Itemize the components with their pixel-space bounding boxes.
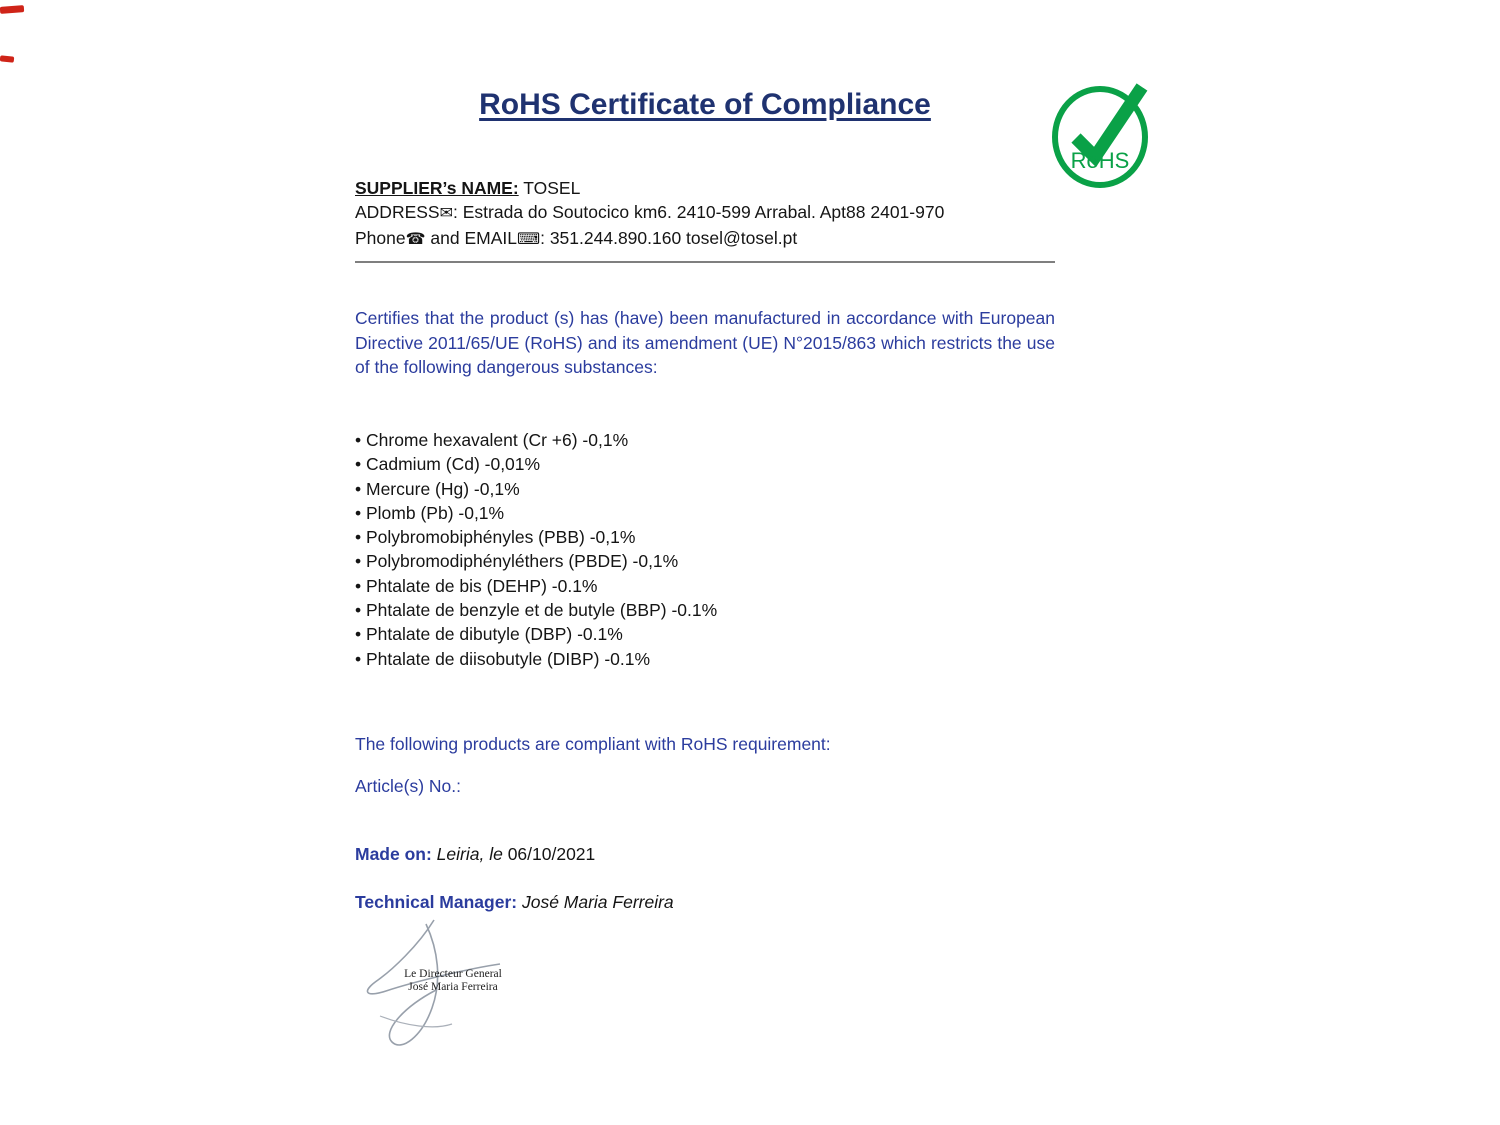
computer-icon: ⌨ <box>517 231 541 248</box>
rohs-logo <box>1050 80 1154 190</box>
technical-manager-line <box>355 892 674 913</box>
made-on-label: Made on: <box>355 844 432 864</box>
compliance-statement: The following products are compliant with RoHS requirement: <box>355 734 831 754</box>
certification-statement: Certifies that the product (s) has (have) been manufactured in accordance with European Directive 2011/65/UE (RoHS) and its amendment (UE) N°2015/863 which restricts the use of the following dangerous substances: <box>355 308 1055 378</box>
substance-item: • Phtalate de benzyle et de butyle (BBP) -0.1% <box>355 598 1055 622</box>
substances-list <box>355 428 1055 671</box>
substance-item: • Chrome hexavalent (Cr +6) -0,1% <box>355 428 1055 452</box>
contact-value: : 351.244.890.160 tosel@tosel.pt <box>540 228 798 248</box>
substance-item: • Polybromobiphényles (PBB) -0,1% <box>355 525 1055 549</box>
substance-item: • Mercure (Hg) -0,1% <box>355 477 1055 501</box>
signature-text <box>388 968 518 994</box>
made-on-place: Leiria, le <box>431 844 508 864</box>
article-number-line: Article(s) No.: <box>355 776 461 796</box>
address-label: ADDRESS <box>355 202 440 222</box>
signature-title: Le Directeur General <box>404 968 502 980</box>
substance-item: • Phtalate de dibutyle (DBP) -0.1% <box>355 622 1055 646</box>
supplier-address-line <box>355 200 1055 226</box>
substance-item: • Polybromodiphényléthers (PBDE) -0,1% <box>355 549 1055 573</box>
scan-artifact <box>0 55 14 62</box>
substance-item: • Phtalate de diisobutyle (DIBP) -0.1% <box>355 647 1055 671</box>
supplier-name-value: TOSEL <box>518 178 581 198</box>
substance-item: • Phtalate de bis (DEHP) -0.1% <box>355 574 1055 598</box>
technical-manager-name: José Maria Ferreira <box>517 892 674 912</box>
email-label: and EMAIL <box>425 228 517 248</box>
rohs-logo-label: RoHS <box>1070 148 1130 173</box>
envelope-icon: ✉ <box>439 205 454 222</box>
supplier-block <box>355 176 1055 252</box>
supplier-name-label: SUPPLIER’s NAME: <box>355 178 519 198</box>
rohs-checkmark-icon <box>1050 80 1154 190</box>
supplier-name-line <box>355 176 1055 200</box>
made-on-date: 06/10/2021 <box>507 844 596 864</box>
substance-item: • Plomb (Pb) -0,1% <box>355 501 1055 525</box>
address-value: : Estrada do Soutocico km6. 2410-599 Arrabal. Apt88 2401-970 <box>453 202 945 222</box>
supplier-contact-line <box>355 226 1055 252</box>
signature-name: José Maria Ferreira <box>408 981 498 993</box>
made-on-line <box>355 844 595 865</box>
substance-item: • Cadmium (Cd) -0,01% <box>355 452 1055 476</box>
divider-line <box>355 261 1055 263</box>
phone-icon: ☎ <box>405 231 426 248</box>
technical-manager-label: Technical Manager: <box>355 892 518 912</box>
signature-block <box>352 918 602 1058</box>
phone-label: Phone <box>355 228 406 248</box>
document-title: RoHS Certificate of Compliance <box>479 88 931 121</box>
scan-artifact <box>0 5 24 14</box>
